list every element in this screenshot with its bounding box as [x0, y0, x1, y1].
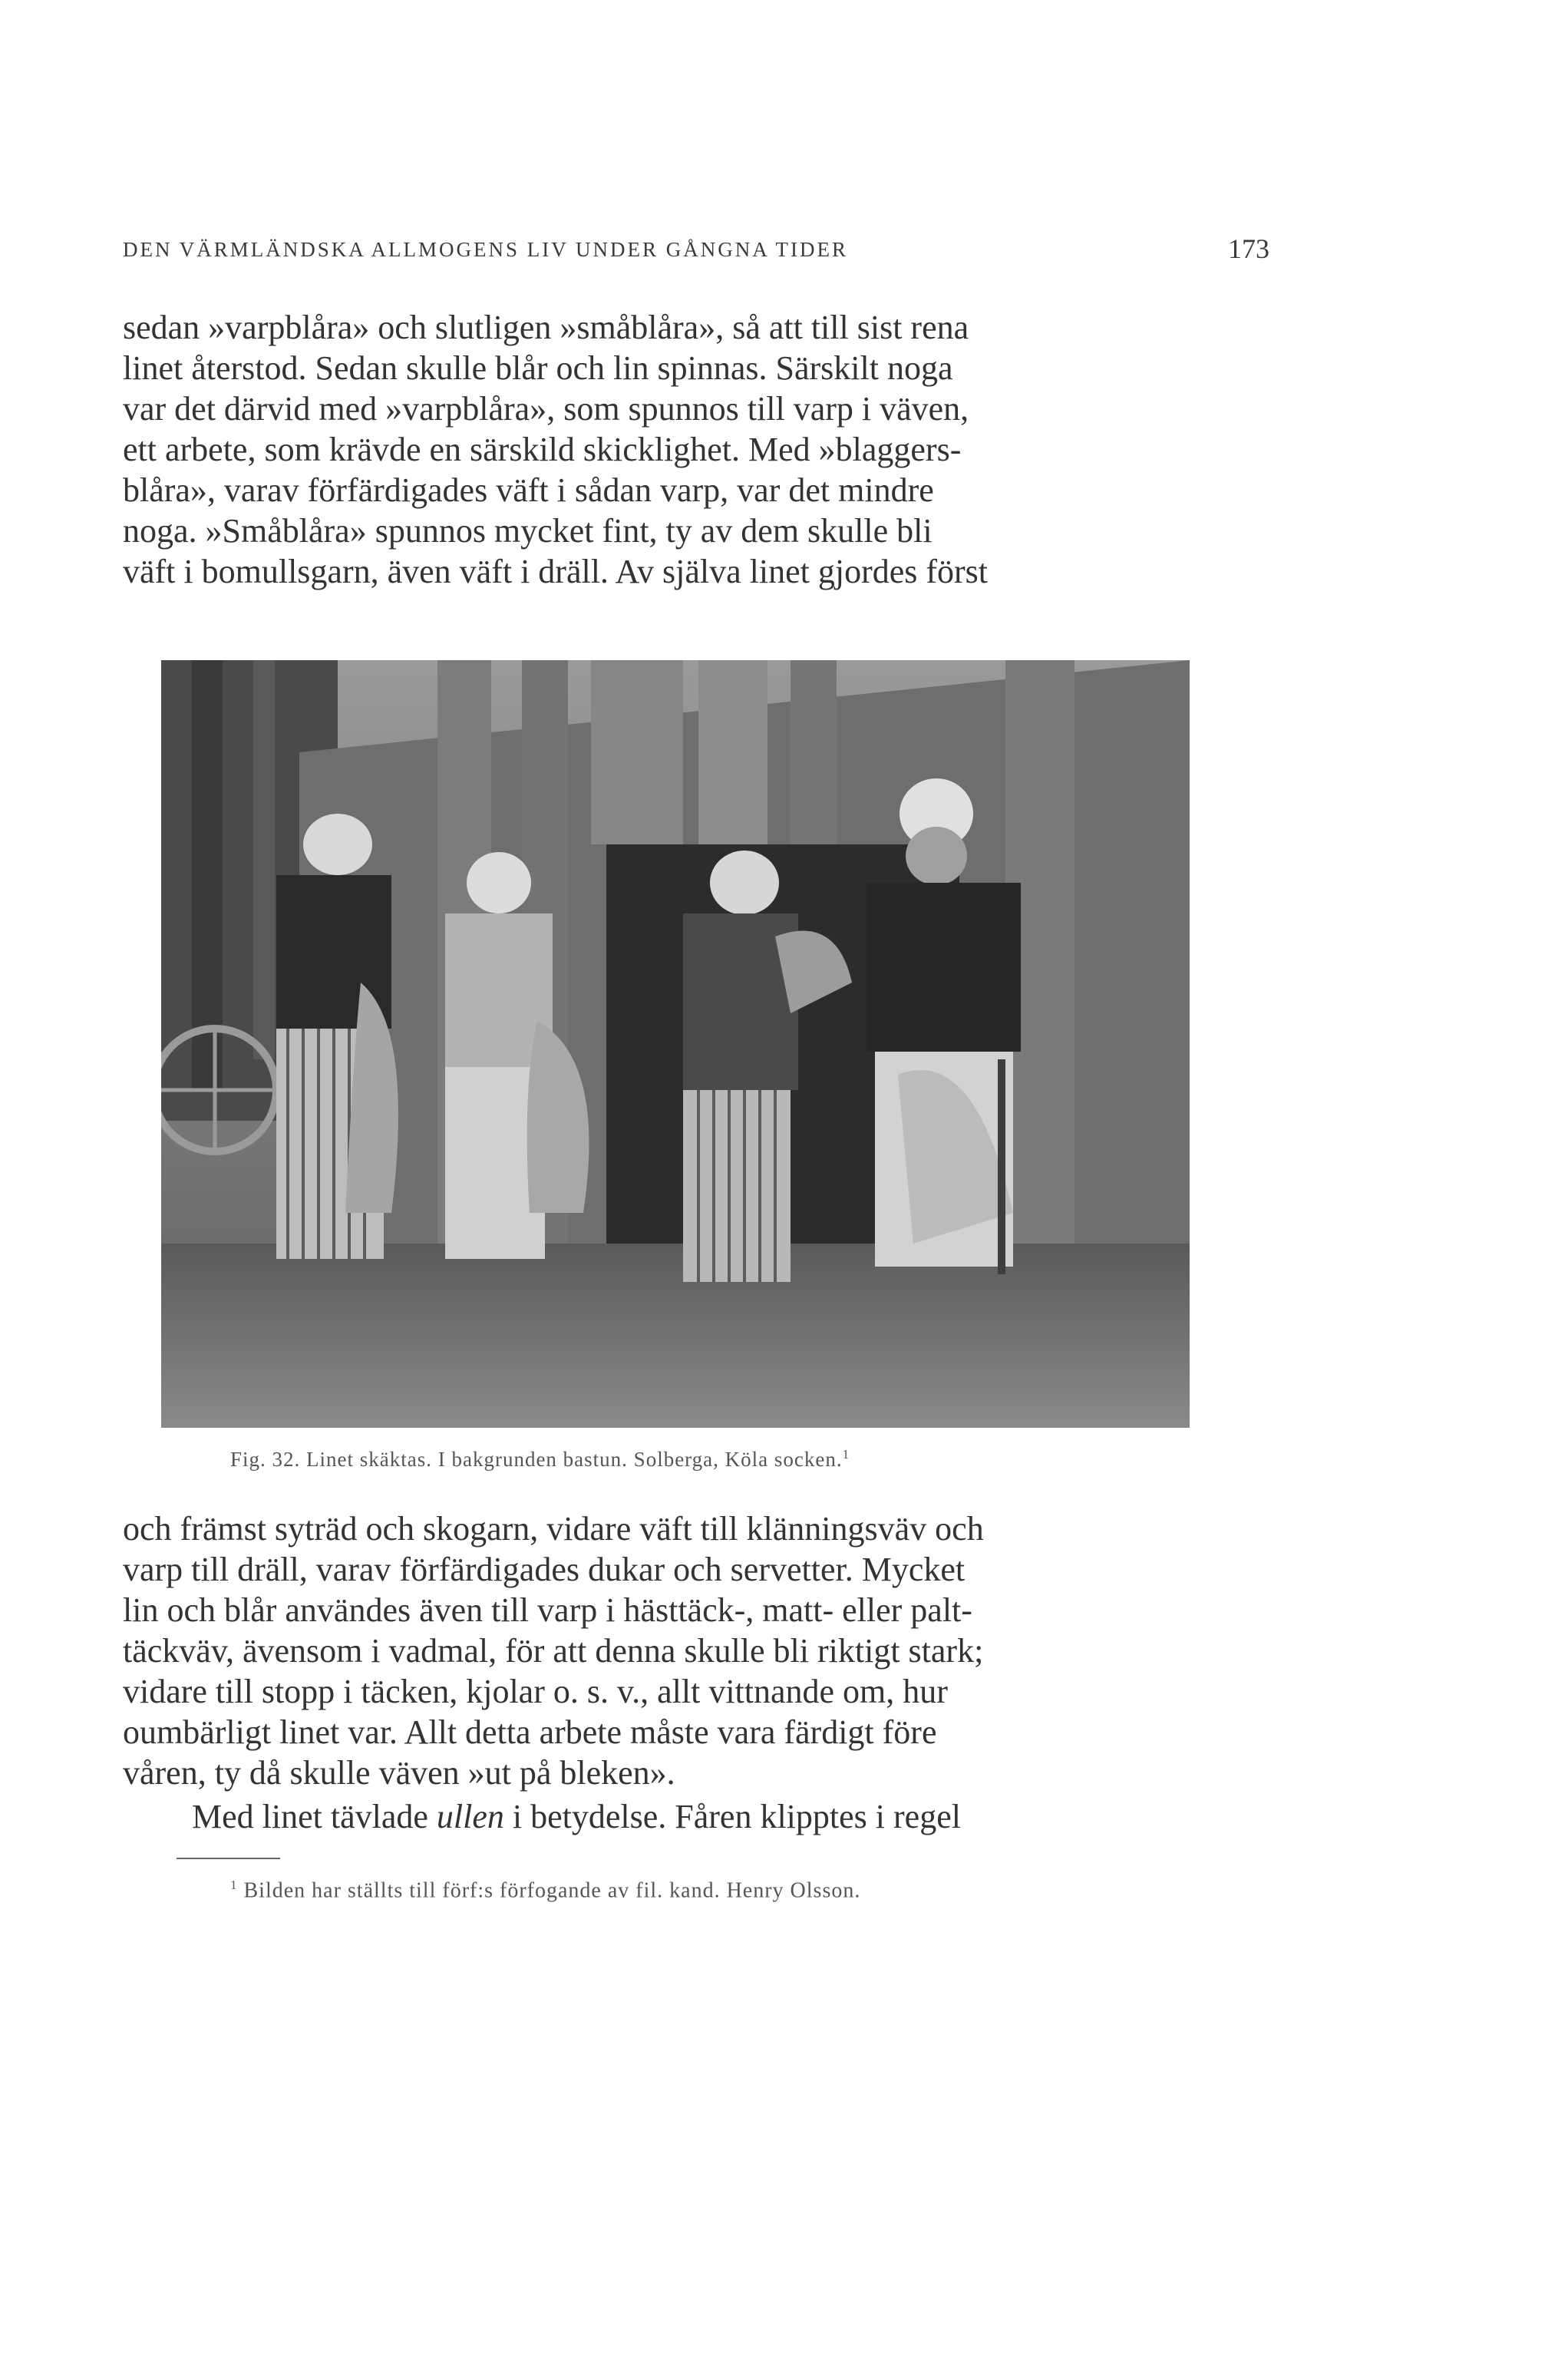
text-line: oumbärligt linet var. Allt detta arbete måste vara färdigt före — [123, 1713, 937, 1751]
text-line: ett arbete, som krävde en särskild skicklighet. Med »blaggers- — [123, 431, 962, 468]
figure-caption — [230, 1447, 1228, 1472]
photo-illustration — [161, 660, 1190, 1428]
running-title: DEN VÄRMLÄNDSKA ALLMOGENS LIV UNDER GÅNGNA TIDER — [123, 238, 849, 261]
page-number: 173 — [1228, 233, 1269, 264]
footnote — [230, 1878, 1190, 1903]
text-line: väft i bomullsgarn, även väft i dräll. Av själva linet gjordes först — [123, 553, 989, 590]
text-line: linet återstod. Sedan skulle blår och lin spinnas. Särskilt noga — [123, 349, 953, 387]
caption-text: Fig. 32. Linet skäktas. I bakgrunden bastun. Solberga, Köla socken. — [230, 1448, 843, 1471]
footnote-divider — [177, 1858, 280, 1859]
text-line: var det därvid med »varpblåra», som spunnos till varp i väven, — [123, 390, 969, 428]
paragraph-2 — [123, 1508, 1213, 1793]
footnote-marker: 1 — [230, 1878, 238, 1892]
text-line: vidare till stopp i täcken, kjolar o. s. v., allt vittnande om, hur — [123, 1673, 948, 1710]
text-run: Med linet tävlade — [192, 1798, 437, 1835]
text-line: sedan »varpblåra» och slutligen »småblåra», så att till sist rena — [123, 309, 969, 346]
text-run: i betydelse. Fåren klipptes i regel — [503, 1798, 961, 1835]
text-line: täckväv, ävensom i vadmal, för att denna skulle bli riktigt stark; — [123, 1632, 984, 1670]
text-line: blåra», varav förfärdigades väft i sådan varp, var det mindre — [123, 471, 934, 509]
footnote-text: Bilden har ställts till förf:s förfogande av fil. kand. Henry Olsson. — [243, 1878, 861, 1903]
text-line: lin och blår användes även till varp i hästtäck-, matt- eller palt- — [123, 1591, 972, 1629]
emphasized-word: ullen — [436, 1798, 504, 1835]
photograph-figure — [161, 660, 1190, 1428]
text-line: och främst syträd och skogarn, vidare väft till klänningsväv och — [123, 1510, 984, 1548]
paragraph-1 — [123, 307, 1213, 592]
text-line: noga. »Småblåra» spunnos mycket fint, ty av dem skulle bli — [123, 512, 933, 550]
text-line: våren, ty då skulle väven »ut på bleken». — [123, 1754, 675, 1792]
caption-footnote-ref: 1 — [842, 1447, 850, 1462]
text-line: varp till dräll, varav förfärdigades dukar och servetter. Mycket — [123, 1551, 966, 1588]
paragraph-3 — [123, 1796, 1213, 1837]
